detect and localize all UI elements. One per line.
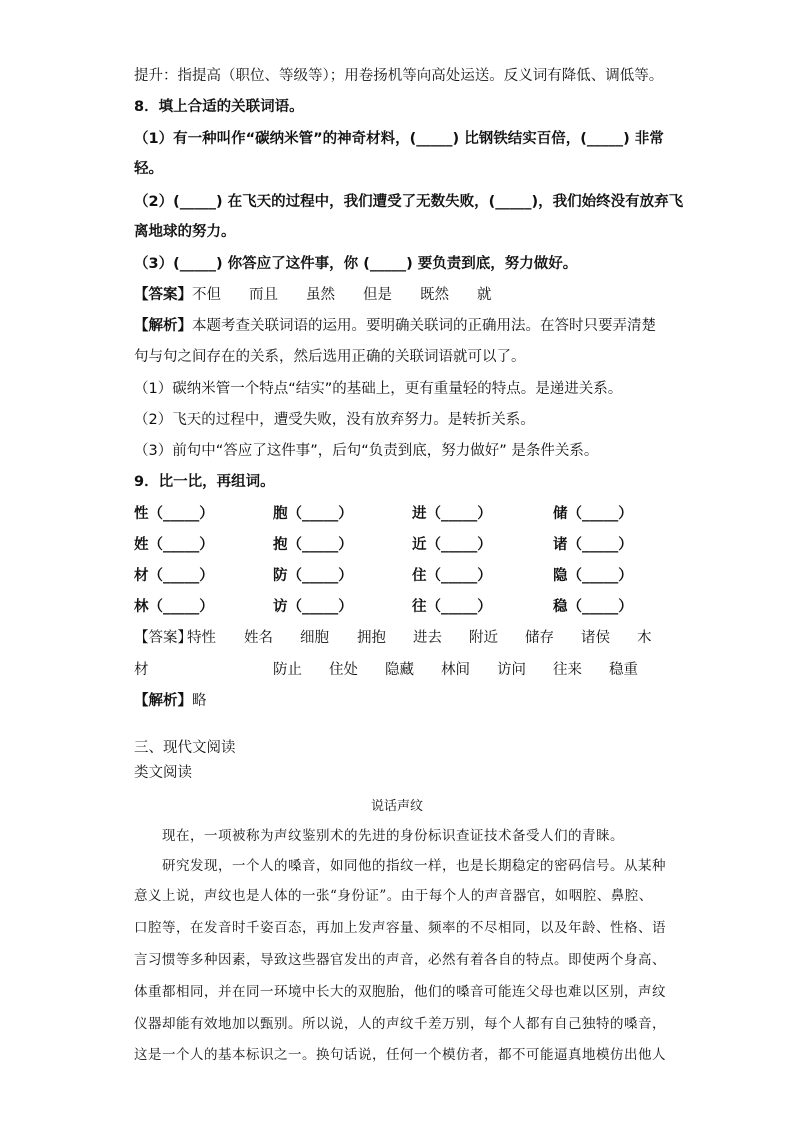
- answer-word: 诸侯: [581, 630, 610, 646]
- article-line: 言习惯等多种因素，导致这些器官发出的声音，必然有着各自的特点。即使两个身高、: [134, 952, 666, 968]
- answer-word: 既然: [420, 287, 449, 303]
- analysis-text: 略: [192, 693, 207, 709]
- answer-word: 隐藏: [385, 662, 414, 678]
- grid-cell: 进（_____）: [412, 506, 492, 522]
- section-heading: 三、现代文阅读: [134, 740, 236, 756]
- grid-cell: 抱（_____）: [273, 537, 353, 553]
- grid-cell: 访（_____）: [273, 599, 353, 615]
- answer-word: 访问: [497, 662, 526, 678]
- answer-word: 材: [134, 662, 149, 678]
- grid-cell: 稳（_____）: [553, 599, 633, 615]
- q8-analysis-3: （1）碳纳米管一个特点“结实”的基础上，更有重量轻的特点。是递进关系。: [134, 381, 623, 397]
- grid-cell: 往（_____）: [412, 599, 492, 615]
- answer-word: 储存: [525, 630, 554, 646]
- section-subheading: 类文阅读: [134, 765, 192, 781]
- answer-word: 往来: [553, 662, 582, 678]
- answer-word: 林间: [441, 662, 470, 678]
- article-line: 仪器却能有效地加以甄别。所以说，人的声纹千差万别，每个人都有自己独特的嗓音，: [134, 1016, 666, 1032]
- grid-cell: 住（_____）: [412, 568, 492, 584]
- analysis-text: 本题考查关联词语的运用。要明确关联词的正确用法。在答时只要弄清楚: [192, 318, 656, 334]
- grid-cell: 诸（_____）: [553, 537, 633, 553]
- previous-analysis-line: 提升：指提高（职位、等级等）；用卷扬机等向高处运送。反义词有降低、调低等。: [134, 68, 664, 84]
- q8-line-3: （2）(_____) 在飞天的过程中，我们遭受了无数失败，(_____)，我们始终没有放弃飞: [134, 194, 684, 210]
- grid-cell: 姓（_____）: [134, 537, 214, 553]
- article-line: 研究发现，一个人的嗓音，如同他的指纹一样，也是长期稳定的密码信号。从某种: [162, 858, 666, 874]
- article-line: 意义上说，声纹也是人体的一张“身份证”。由于每个人的声音器官，如咽腔、鼻腔、: [134, 888, 653, 904]
- article-line: 现在，一项被称为声纹鉴别术的先进的身份标识查证技术备受人们的青睐。: [162, 828, 624, 844]
- q8-analysis-2: 句与句之间存在的关系，然后选用正确的关联词语就可以了。: [134, 349, 526, 365]
- q9-analysis: [134, 691, 207, 711]
- analysis-label: 【解析】: [134, 318, 192, 334]
- article-line: 体重都相同，并在同一环境中长大的双胞胎，他们的嗓音可能连父母也难以区别，声纹: [134, 984, 666, 1000]
- answer-word: 稳重: [609, 662, 638, 678]
- grid-cell: 防（_____）: [273, 568, 353, 584]
- answer-word: 木: [637, 630, 652, 646]
- q9-answer-label: 【答案】: [134, 630, 192, 646]
- article-line: 这是一个人的基本标识之一。换句话说，任何一个模仿者，都不可能逼真地模仿出他人: [134, 1047, 666, 1063]
- answer-word: 拥抱: [357, 630, 386, 646]
- grid-cell: 材（_____）: [134, 568, 214, 584]
- q8-analysis-5: （3）前句中“答应了这件事”，后句“负责到底，努力做好” 是条件关系。: [134, 443, 599, 459]
- grid-cell: 性（_____）: [134, 506, 214, 522]
- answer-label: 【答案】: [134, 287, 192, 303]
- article-line: 口腔等，在发音时千姿百态，再加上发声容量、频率的不尽相同，以及年龄、性格、语: [134, 920, 666, 936]
- answer-word: 进去: [413, 630, 442, 646]
- q8-analysis-1: [134, 316, 656, 336]
- q8-heading: 8．填上合适的关联词语。: [134, 99, 304, 115]
- answer-word: 而且: [249, 287, 278, 303]
- q9-heading: 9．比一比，再组词。: [134, 474, 275, 490]
- answer-word: 就: [477, 287, 492, 303]
- answer-word: 虽然: [306, 287, 335, 303]
- grid-cell: 林（_____）: [134, 599, 214, 615]
- answer-word: 防止: [273, 662, 302, 678]
- grid-cell: 隐（_____）: [553, 568, 633, 584]
- grid-cell: 近（_____）: [412, 537, 492, 553]
- analysis-label: 【解析】: [134, 693, 192, 709]
- answer-word: 但是: [363, 287, 392, 303]
- answer-word: 姓名: [244, 630, 273, 646]
- answer-word: 附近: [469, 630, 498, 646]
- answer-word: 不但: [192, 287, 221, 303]
- answer-word: 特性: [187, 630, 216, 646]
- q8-line-5: （3）(_____) 你答应了这件事，你 (_____) 要负责到底，努力做好。: [134, 256, 578, 272]
- answer-word: 住处: [329, 662, 358, 678]
- grid-cell: 储（_____）: [553, 506, 633, 522]
- q8-analysis-4: （2）飞天的过程中，遭受失败，没有放弃努力。是转折关系。: [134, 412, 535, 428]
- q8-line-2: 轻。: [134, 161, 163, 177]
- answer-word: 细胞: [300, 630, 329, 646]
- q8-answer: [134, 285, 520, 305]
- article-title: 说话声纹: [370, 799, 423, 814]
- grid-cell: 胞（_____）: [273, 506, 353, 522]
- q8-line-4: 离地球的努力。: [134, 224, 236, 240]
- q8-line-1: （1）有一种叫作“碳纳米管”的神奇材料，(_____) 比钢铁结实百倍，(_____) 非常: [134, 131, 664, 147]
